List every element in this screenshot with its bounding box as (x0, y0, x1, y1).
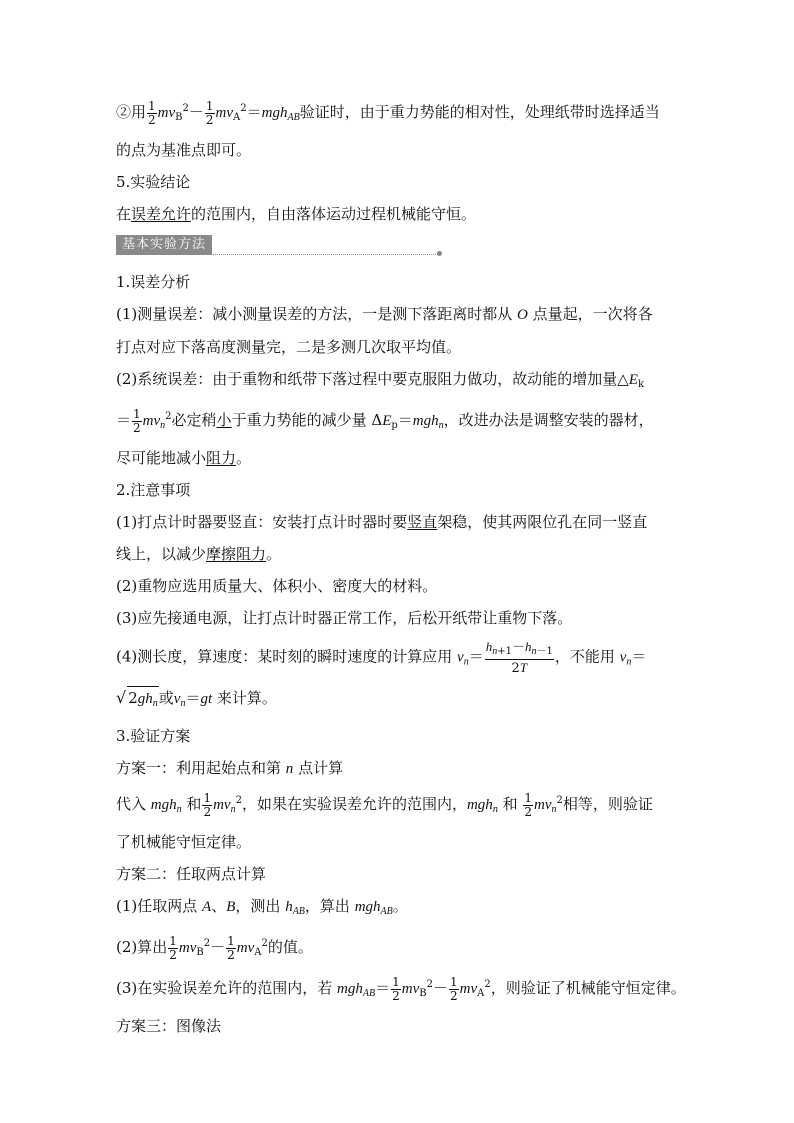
section-heading-1: 1.误差分析 (116, 273, 191, 291)
fraction-half: $\frac{1}{2}$ (148, 98, 156, 127)
section-banner (116, 235, 678, 257)
note-1-line-a: (1)打点计时器要竖直：安装打点计时器时要竖直架稳，使其两限位孔在同一竖直 (116, 513, 648, 531)
section-heading-5: 5.实验结论 (116, 173, 191, 191)
error-2-line-b: ＝ $\frac{1}{2}$ $mv_n^2$必定稍小于重力势能的减少量 $\Delta E_p=mgh_n$，改进办法是调整安装的器材， (116, 406, 654, 435)
note-3: (3)应先接通电源，让打点计时器正常工作，后松开纸带让重物下落。 (116, 609, 573, 627)
fraction-half: $\frac{1}{2}$ (133, 406, 141, 435)
text: 验证时，由于重力势能的相对性，处理纸带时选择适当 (299, 103, 660, 121)
fraction-velocity: $\frac{h_{n+1}-h_{n-1}}{2T}$ (485, 639, 553, 676)
error-2-line-c: 尽可能地减小阻力。 (116, 449, 252, 467)
plan-1-title: 方案一：利用起始点和第 n 点计算 (116, 759, 344, 777)
banner-label: 基本实验方法 (116, 235, 212, 255)
fraction-half: $\frac{1}{2}$ (227, 933, 235, 962)
banner-rule (116, 254, 440, 255)
fraction-half: $\frac{1}{2}$ (392, 974, 400, 1003)
plan-3-title: 方案三：图像法 (116, 1017, 222, 1035)
paragraph-line1: ②用 $\frac{1}{2}$ $mv_B^2-$ $\frac{1}{2}$ $mv_A^2=mgh_{AB}$验证时，由于重力势能的相对性，处理纸带时选择适当 (116, 98, 660, 127)
section-heading-3: 3.验证方案 (116, 727, 191, 745)
underlined-term: 小 (216, 411, 232, 429)
text: ②用 (116, 103, 147, 121)
note-2: (2)重物应选用质量大、体积小、密度大的材料。 (116, 577, 438, 595)
underlined-term: 阻力 (206, 449, 237, 467)
error-1-line-a: (1)测量误差：减小测量误差的方法，一是测下落距离时都从 O 点量起，一次将各 (116, 305, 653, 323)
plan-2-step-3: (3)在实验误差允许的范围内，若 mgh$_{AB}$＝ $\frac{1}{2}$ $mv_B^2-$ $\frac{1}{2}$ $mv_A^2$，则验证了机械能守恒定律。 (116, 974, 686, 1003)
note-4-line-a: (4)测长度，算速度：某时刻的瞬时速度的计算应用 $v_n=$ $\frac{h_{n+1}-h_{n-1}}{2T}$ ，不能用 $v_n=$ (116, 639, 647, 676)
fraction-half: $\frac{1}{2}$ (205, 98, 214, 127)
document-page (116, 98, 686, 1047)
plan-2-step-2: (2)算出 $\frac{1}{2}$ $mv_B^2-$ $\frac{1}{2}$ $mv_A^2$的值。 (116, 933, 313, 962)
plan-1-line-a: 代入 mgh$_n$ 和 $\frac{1}{2}$ $mv_n^2$，如果在实验误差允许的范围内，mgh$_n$ 和 $\frac{1}{2}$ $mv_n^2$相等，则验证 (116, 790, 653, 819)
conclusion-text: 在误差允许的范围内，自由落体运动过程机械能守恒。 (116, 205, 477, 223)
error-1-line-b: 打点对应下落高度测量完，二是多测几次取平均值。 (116, 338, 462, 356)
fraction-half: $\frac{1}{2}$ (169, 933, 177, 962)
note-1-line-b: 线上，以减少摩擦阻力。 (116, 545, 282, 563)
paragraph-line2: 的点为基准点即可。 (116, 141, 252, 159)
banner-dot (437, 251, 442, 256)
underlined-term: 摩擦阻力 (206, 545, 267, 563)
section-heading-2: 2.注意事项 (116, 481, 191, 499)
underlined-term: 竖直 (407, 513, 438, 531)
error-2-line-a: (2)系统误差：由于重物和纸带下落过程中要克服阻力做功，故动能的增加量$\triangle E_k$ (116, 370, 645, 390)
plan-2-title: 方案二：任取两点计算 (116, 865, 267, 883)
fraction-half: $\frac{1}{2}$ (524, 790, 533, 819)
note-4-line-b: √ $2gh_n$或$v_n=gt$ 来计算。 (116, 686, 678, 715)
fraction-half: $\frac{1}{2}$ (203, 790, 212, 819)
plan-2-step-1: (1)任取两点 A、B，测出 $h_{AB}$，算出 mgh$_{AB}$。 (116, 897, 408, 917)
fraction-half: $\frac{1}{2}$ (450, 974, 458, 1003)
underlined-term: 误差允许 (131, 205, 192, 223)
plan-1-line-b: 了机械能守恒定律。 (116, 833, 252, 851)
